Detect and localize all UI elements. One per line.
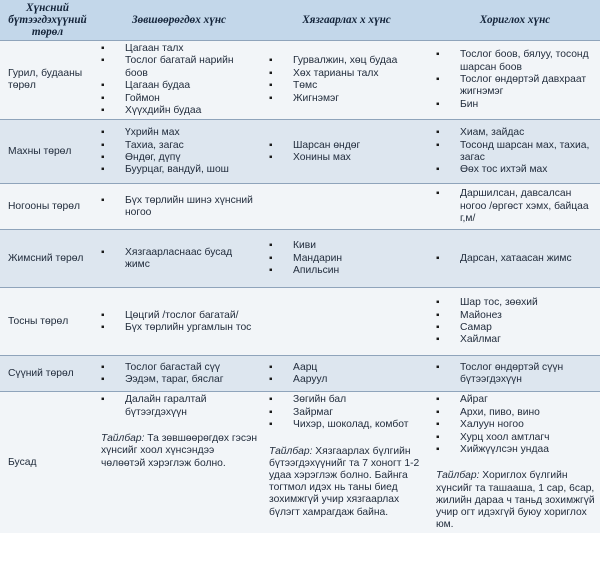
limited-cell xyxy=(263,230,430,288)
note-label: Тайлбар: xyxy=(101,433,145,445)
list-item: ▪ Цагаан будаа xyxy=(99,80,259,92)
list-item: ▪ Цагаан талх xyxy=(99,43,259,55)
limited-cell xyxy=(263,392,430,534)
forbidden-cell xyxy=(430,356,600,392)
list-item: ▪ Тосонд шарсан мах, тахиа, загас xyxy=(434,140,596,165)
table-row xyxy=(0,230,600,288)
table-row xyxy=(0,120,600,184)
table-body xyxy=(0,41,600,534)
allowed-list xyxy=(99,195,259,220)
list-item: ▪ Гурвалжин, хөц будаа xyxy=(267,55,426,67)
list-item: ▪ Тослог багастай сүү xyxy=(99,362,259,374)
limited-list xyxy=(267,140,426,165)
list-item: ▪ Архи, пиво, вино xyxy=(434,407,596,419)
allowed-cell xyxy=(95,392,263,534)
list-item: ▪ Тослог багатай нарийн боов xyxy=(99,55,259,80)
list-item: ▪ Шарсан өндөг xyxy=(267,140,426,152)
list-item: ▪ Гоймон xyxy=(99,93,259,105)
list-item: ▪ Өндөг, дүпү xyxy=(99,152,259,164)
allowed-cell xyxy=(95,184,263,230)
note-text: Хориглох бүлгийн хүнсийг та ташааша, 1 сар, 6сар, жилийн дараа ч таньд зохимжгүй учир огт идэхгүй буюу хориглох юм. xyxy=(436,470,595,531)
note-label: Тайлбар: xyxy=(436,470,480,482)
allowed-list xyxy=(99,362,259,387)
limited-cell xyxy=(263,41,430,120)
forbidden-list xyxy=(434,49,596,111)
list-item: ▪ Тослог өндөртэй сүүн бүтээгдэхүүн xyxy=(434,362,596,387)
list-item: ▪ Буурцаг, вандуй, шош xyxy=(99,164,259,176)
list-item: ▪ Тослог өндөртэй давхраат жигнэмэг xyxy=(434,74,596,99)
list-item: ▪ Тослог боов, бялуу, тосонд шарсан боов xyxy=(434,49,596,74)
category-cell: Сүүний төрөл xyxy=(0,356,95,392)
note-label: Тайлбар: xyxy=(269,445,313,457)
list-item: ▪ Бүх төрлийн шинэ хүнсний ногоо xyxy=(99,195,259,220)
forbidden-note xyxy=(434,470,596,531)
list-item: ▪ Аарц xyxy=(267,362,426,374)
table-row xyxy=(0,41,600,120)
header-forbidden: Хориглох хүнс xyxy=(430,0,600,41)
note-text: Хязгаарлах бүлгийн бүтээгдэхүүнийг та 7 хоногт 1-2 удаа хэрэглэж болно. Байнга тогтмол идэх нь таны биед зохимжгүй учир хязгаарлах бүлэгт хамрагдаж байна. xyxy=(269,445,420,518)
list-item: ▪ Хүүхдийн будаа xyxy=(99,105,259,117)
list-item: ▪ Даршилсан, давсалсан ногоо /өргөст хэмх, байцаа г,м/ xyxy=(434,188,596,225)
limited-note xyxy=(267,446,426,519)
list-item: ▪ Бин xyxy=(434,99,596,111)
category-cell: Гурил, будааны төрөл xyxy=(0,41,95,120)
header-category: Хүнсний бүтээгдэхүүний төрөл xyxy=(0,0,95,41)
table-row xyxy=(0,288,600,356)
category-cell: Жимсний төрөл xyxy=(0,230,95,288)
allowed-note xyxy=(99,433,259,470)
table-row xyxy=(0,356,600,392)
allowed-cell xyxy=(95,41,263,120)
list-item: ▪ Айраг xyxy=(434,394,596,406)
category-cell: Махны төрөл xyxy=(0,120,95,184)
forbidden-cell xyxy=(430,184,600,230)
forbidden-cell xyxy=(430,41,600,120)
list-item: ▪ Хиам, зайдас xyxy=(434,127,596,139)
list-item: ▪ Зайрмаг xyxy=(267,407,426,419)
list-item: ▪ Киви xyxy=(267,240,426,252)
list-item: ▪ Халуун ногоо xyxy=(434,419,596,431)
allowed-cell xyxy=(95,120,263,184)
allowed-cell xyxy=(95,288,263,356)
list-item: ▪ Хайлмаг xyxy=(434,334,596,346)
forbidden-list xyxy=(434,362,596,387)
forbidden-cell xyxy=(430,392,600,534)
limited-cell xyxy=(263,184,430,230)
category-cell: Бусад xyxy=(0,392,95,534)
forbidden-cell xyxy=(430,288,600,356)
allowed-cell xyxy=(95,356,263,392)
header-limited: Хязгаарлах х хүнс xyxy=(263,0,430,41)
list-item: ▪ Далайн гаралтай бүтээгдэхүүн xyxy=(99,394,259,419)
list-item: ▪ Ээдэм, тараг, бяслаг xyxy=(99,374,259,386)
list-item: ▪ Үхрийн мах xyxy=(99,127,259,139)
limited-list xyxy=(267,55,426,105)
forbidden-list xyxy=(434,188,596,225)
allowed-list xyxy=(99,310,259,335)
list-item: ▪ Ааруул xyxy=(267,374,426,386)
allowed-list xyxy=(99,43,259,117)
list-item: ▪ Бүх төрлийн ургамлын тос xyxy=(99,322,259,334)
forbidden-list xyxy=(434,253,596,265)
table-row xyxy=(0,184,600,230)
forbidden-list xyxy=(434,297,596,347)
list-item: ▪ Хязгаарласнаас бусад жимс xyxy=(99,247,259,272)
list-item: ▪ Хөх тарианы талх xyxy=(267,68,426,80)
list-item: ▪ Хонины мах xyxy=(267,152,426,164)
list-item: ▪ Шар тос, зөөхий xyxy=(434,297,596,309)
list-item: ▪ Чихэр, шоколад, комбот xyxy=(267,419,426,431)
table-row xyxy=(0,392,600,534)
list-item: ▪ Зөгийн бал xyxy=(267,394,426,406)
note-text: Та зөвшөөрөгдөх гэсэн хүнсийг хоол хүнсэндээ чөлөөтэй хэрэглэж болно. xyxy=(101,433,258,469)
category-cell: Тосны төрөл xyxy=(0,288,95,356)
list-item: ▪ Самар xyxy=(434,322,596,334)
list-item: ▪ Хурц хоол амтлагч xyxy=(434,432,596,444)
allowed-list xyxy=(99,127,259,177)
forbidden-list xyxy=(434,394,596,456)
header-row xyxy=(0,0,600,41)
list-item: ▪ Жигнэмэг xyxy=(267,93,426,105)
list-item: ▪ Цөцгий /тослог багатай/ xyxy=(99,310,259,322)
header-allowed: Зөвшөөрөгдөх хүнс xyxy=(95,0,263,41)
list-item: ▪ Тахиа, загас xyxy=(99,140,259,152)
category-cell: Ногооны төрөл xyxy=(0,184,95,230)
limited-list xyxy=(267,394,426,431)
forbidden-cell xyxy=(430,230,600,288)
limited-cell xyxy=(263,120,430,184)
list-item: ▪ Дарсан, хатаасан жимс xyxy=(434,253,596,265)
list-item: ▪ Хийжүүлсэн ундаа xyxy=(434,444,596,456)
limited-list xyxy=(267,240,426,277)
limited-list xyxy=(267,362,426,387)
allowed-list xyxy=(99,394,259,419)
limited-cell xyxy=(263,356,430,392)
forbidden-cell xyxy=(430,120,600,184)
list-item: ▪ Өөх тос ихтэй мах xyxy=(434,164,596,176)
allowed-list xyxy=(99,247,259,272)
forbidden-list xyxy=(434,127,596,177)
list-item: ▪ Майонез xyxy=(434,310,596,322)
list-item: ▪ Апильсин xyxy=(267,265,426,277)
allowed-cell xyxy=(95,230,263,288)
list-item: ▪ Төмс xyxy=(267,80,426,92)
limited-cell xyxy=(263,288,430,356)
list-item: ▪ Мандарин xyxy=(267,253,426,265)
